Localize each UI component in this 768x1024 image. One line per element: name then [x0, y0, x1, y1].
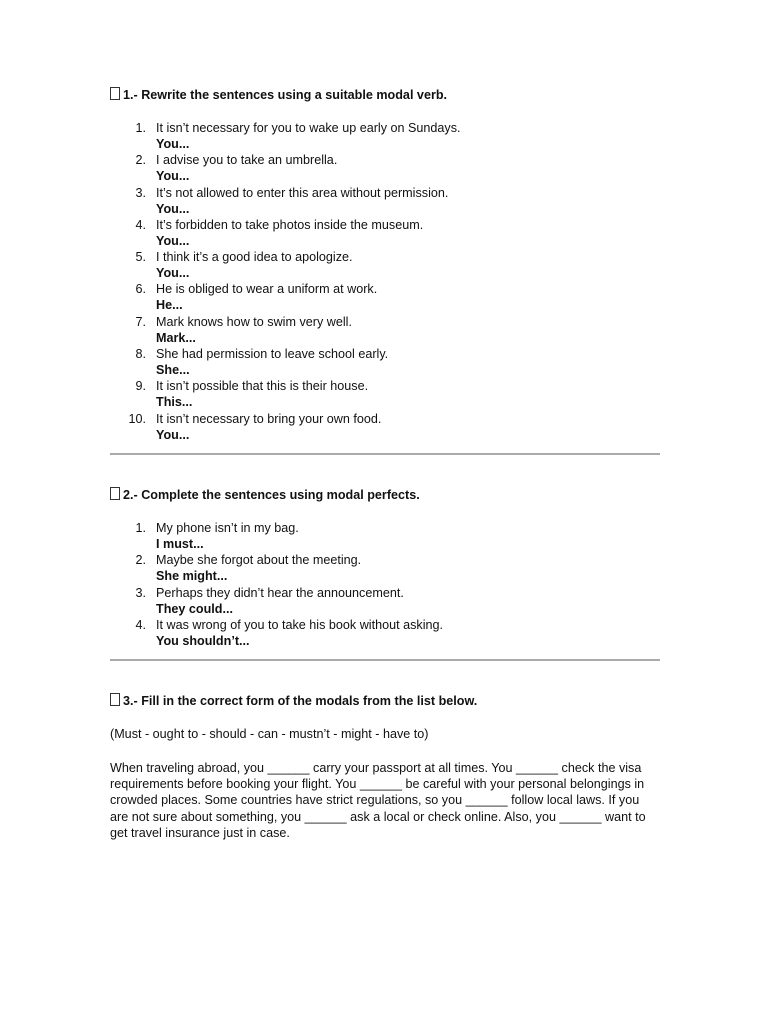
section-2-title: 2.- Complete the sentences using modal perfects. [123, 487, 420, 502]
section-2 [110, 486, 660, 649]
list-item [110, 617, 660, 649]
list-item [110, 411, 660, 443]
item-number: 1. [135, 121, 146, 135]
item-number: 7. [135, 314, 146, 329]
item-sentence: Mark knows how to swim very well. [156, 314, 352, 329]
item-number: 5. [135, 250, 146, 265]
item-answer-prompt: He... [156, 298, 183, 313]
list-item [110, 281, 660, 313]
item-number: 6. [135, 282, 146, 297]
item-sentence: It isn’t necessary for you to wake up early on Sundays. [156, 121, 461, 135]
item-sentence: My phone isn’t in my bag. [156, 520, 299, 535]
item-sentence: Perhaps they didn’t hear the announcement. [156, 585, 404, 600]
item-number: 8. [135, 347, 146, 362]
section-2-list [110, 520, 660, 649]
item-answer-prompt: She... [156, 363, 190, 378]
section-2-heading [110, 486, 660, 504]
item-number: 10. [128, 411, 146, 426]
section-1-title: 1.- Rewrite the sentences using a suitable modal verb. [123, 88, 448, 102]
item-number: 3. [135, 185, 146, 200]
list-item [110, 120, 660, 152]
list-item [110, 378, 660, 410]
item-answer-prompt: She might... [156, 569, 228, 584]
item-answer-prompt: You... [156, 266, 190, 281]
section-3-title: 3.- Fill in the correct form of the modals from the list below. [123, 694, 478, 709]
item-sentence: It’s forbidden to take photos inside the museum. [156, 217, 424, 232]
item-answer-prompt: They could... [156, 601, 233, 616]
item-number: 1. [135, 520, 146, 535]
item-sentence: I think it’s a good idea to apologize. [156, 250, 353, 265]
section-1 [110, 86, 660, 443]
item-answer-prompt: This... [156, 395, 193, 410]
checkbox-glyph-icon [110, 87, 120, 100]
item-answer-prompt: You... [156, 233, 190, 248]
list-item [110, 585, 660, 617]
item-number: 4. [135, 617, 146, 632]
divider [110, 659, 660, 661]
item-answer-prompt: You... [156, 427, 190, 442]
item-sentence: It was wrong of you to take his book without asking. [156, 617, 444, 632]
item-answer-prompt: You... [156, 169, 190, 184]
item-answer-prompt: I must... [156, 536, 204, 551]
section-3 [110, 692, 660, 841]
list-item [110, 249, 660, 281]
divider [110, 453, 660, 455]
list-item [110, 520, 660, 552]
section-1-list [110, 120, 660, 443]
list-item [110, 217, 660, 249]
item-number: 4. [135, 217, 146, 232]
fill-in-paragraph: When traveling abroad, you ______ carry your passport at all times. You ______ check the visa requirements before booking your flight. You ______ be careful with your personal belongings in crowded places. Some countries have strict regulations, so you ______ follow local laws. If you are not sure about something, you ______ ask a local or check online. Also, you ______ want to get travel insurance just in case. [110, 760, 646, 841]
item-sentence: It’s not allowed to enter this area without permission. [156, 185, 449, 200]
item-answer-prompt: You... [156, 201, 190, 216]
item-sentence: He is obliged to wear a uniform at work. [156, 282, 378, 297]
modal-list: (Must - ought to - should - can - mustn’t - might - have to) [110, 727, 429, 742]
item-sentence: She had permission to leave school early. [156, 347, 389, 362]
item-sentence: It isn’t necessary to bring your own food. [156, 411, 382, 426]
item-sentence: Maybe she forgot about the meeting. [156, 553, 362, 568]
item-number: 3. [135, 585, 146, 600]
checkbox-glyph-icon [110, 487, 120, 500]
item-answer-prompt: Mark... [156, 330, 196, 345]
worksheet [110, 86, 660, 842]
list-item [110, 346, 660, 378]
list-item [110, 185, 660, 217]
item-answer-prompt: You shouldn’t... [156, 633, 250, 648]
list-item [110, 314, 660, 346]
item-number: 2. [135, 553, 146, 568]
item-number: 9. [135, 379, 146, 394]
list-item [110, 552, 660, 584]
item-answer-prompt: You... [156, 137, 190, 151]
list-item [110, 152, 660, 184]
checkbox-glyph-icon [110, 693, 120, 706]
item-number: 2. [135, 153, 146, 168]
section-3-heading [110, 692, 660, 710]
item-sentence: It isn’t possible that this is their house. [156, 379, 369, 394]
item-sentence: I advise you to take an umbrella. [156, 153, 338, 168]
section-1-heading [110, 86, 660, 104]
